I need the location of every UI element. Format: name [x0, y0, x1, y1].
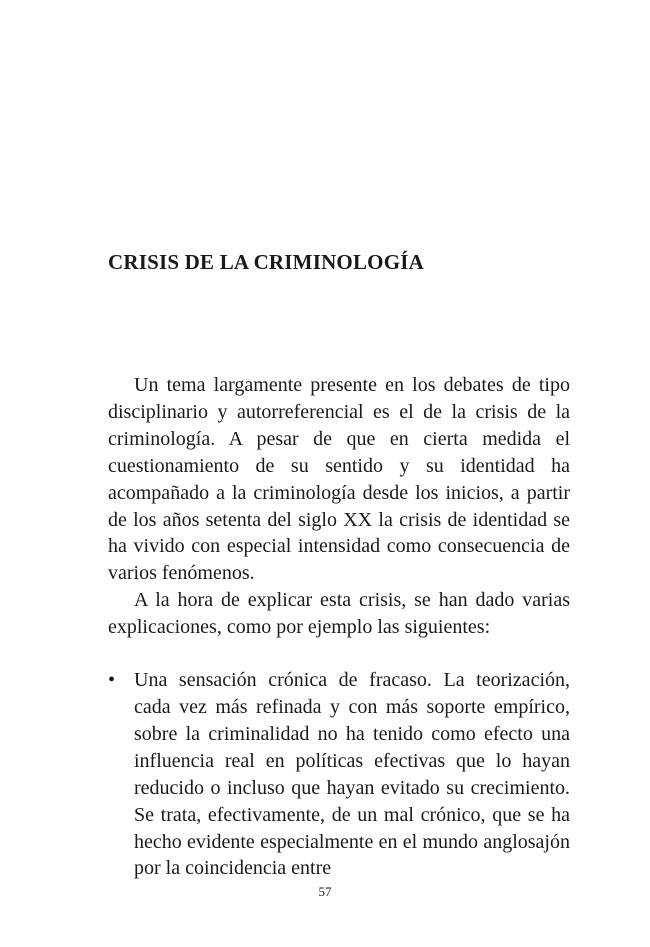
list-item-text: Una sensación crónica de fracaso. La teorización, cada vez más refinada y con más soporte empírico, sobre la criminalidad no ha tenido como efecto una influencia real en políticas efectivas que lo hayan reducido o incluso que hayan evitado su crecimiento. Se trata, efectivamente, de un mal crónico, que se ha hecho evidente especialmente en el mundo anglosajón por la coincidencia entre [134, 669, 570, 880]
chapter-title: CRISIS DE LA CRIMINOLOGÍA [108, 250, 424, 274]
bullet-list [108, 667, 570, 882]
body-text [108, 372, 570, 882]
paragraph: Un tema largamente presente en los debates de tipo disciplinario y autorreferencial es el de la crisis de la criminología. A pesar de que en cierta medida el cuestionamiento de su sentido y su identidad ha acompañado a la criminología desde los inicios, a partir de los años setenta del siglo XX la crisis de identidad se ha vivido con especial intensidad como consecuencia de varios fenómenos. [108, 374, 570, 585]
list-item [108, 667, 570, 882]
paragraph: A la hora de explicar esta crisis, se han dado varias explicaciones, como por ejemplo las siguientes: [108, 589, 570, 639]
page-number: 57 [318, 884, 332, 899]
bullet-icon: • [108, 669, 116, 692]
